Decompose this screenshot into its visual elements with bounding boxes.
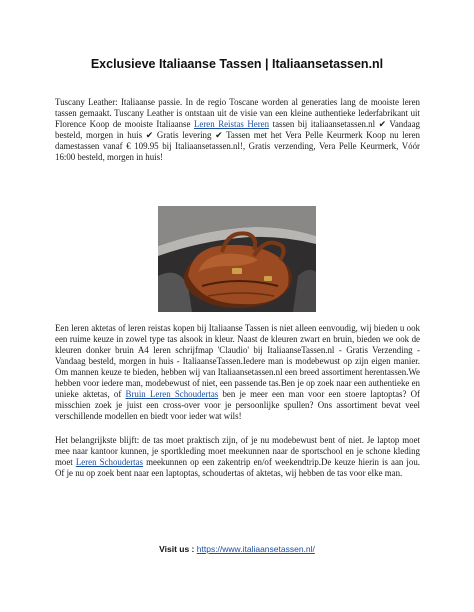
paragraph-practical-text-1: Het belangrijkste blijft: de tas moet praktisch zijn, of je nu modebewust bent of niet. Je laptop moet mee naar kantoor kunnen, je sportkleding moet meekunnen naar de sportschool en je schone kleding moet [55, 435, 420, 467]
paragraph-intro [55, 97, 420, 163]
footer [0, 544, 474, 554]
paragraph-intro-text-1: Tuscany Leather: Italiaanse passie. In de regio Toscane worden al generaties lang de mooiste leren tassen gemaakt. Tuscany Leather is ontstaan uit de visie van een kleine authentieke lederfabrikant uit Florence Koop de mooiste Italiaanse [55, 97, 420, 129]
link-leren-reistas-heren[interactable]: Leren Reistas Heren [193, 119, 270, 129]
paragraph-assortment-text-2: ben je meer een man voor een stoere laptoptas? Of misschien zoek je juist een cross-over voor je persoonlijke spullen? Ons assortiment bevat veel verschillende modellen en biedt voor ieder wat wils! [55, 389, 420, 421]
paragraph-practical-text-2: meekunnen op een zakentrip en/of weekendtrip.De keuze hierin is aan jou. Of je nu op zoek bent naar een laptoptas, schoudertas of aktetas, wij hebben de tas voor elke man. [55, 457, 420, 478]
footer-website-link[interactable]: https://www.italiaansetassen.nl/ [196, 544, 315, 554]
paragraph-assortment-text-1: Een leren aktetas of leren reistas kopen bij Italiaanse Tassen is niet alleen eenvoudig, wij bieden u ook een ruime keuze in zowel type tas alsook in kleur. Naast de kleuren zwart en bruin, bieden we ook de kleuren donker bruin A4 leren schrijfmap 'Claudio' bij ItaliaanseTassen.nl - Gratis Verzending - Vandaag besteld, morgen in huis - ItaliaanseTassen.Iedere man is modebewust op zijn eigen manier. Om mannen keuze te bieden, hebben wij van Italiaansetassen.nl een breed assortiment herentassen.We hebben voor iedere man, modebewust of niet, een passende tas.Ben je op zoek naar een authentieke en unieke aktetas, of [55, 323, 420, 399]
leather-bags-in-car-trunk-image [158, 206, 316, 312]
paragraph-practical [55, 435, 420, 479]
link-leren-schoudertas[interactable]: Leren Schoudertas [75, 457, 144, 467]
footer-label: Visit us : [159, 544, 195, 554]
page-title: Exclusieve Italiaanse Tassen | Italiaansetassen.nl [90, 57, 384, 71]
paragraph-intro-text-2: tassen bij italiaansetassen.nl ✔ Vandaag besteld, morgen in huis ✔ Gratis levering ✔ Tassen met het Vera Pelle Keurmerk Koop nu leren damestassen vanaf € 109.95 bij Italiaansetassen.nl!, Gratis verzending, Vera Pelle Keurmerk, Vóór 16:00 besteld, morgen in huis! [55, 119, 420, 162]
paragraph-assortment [55, 323, 420, 422]
link-bruin-leren-schoudertas[interactable]: Bruin Leren Schoudertas [125, 389, 219, 399]
product-photo [158, 206, 316, 312]
